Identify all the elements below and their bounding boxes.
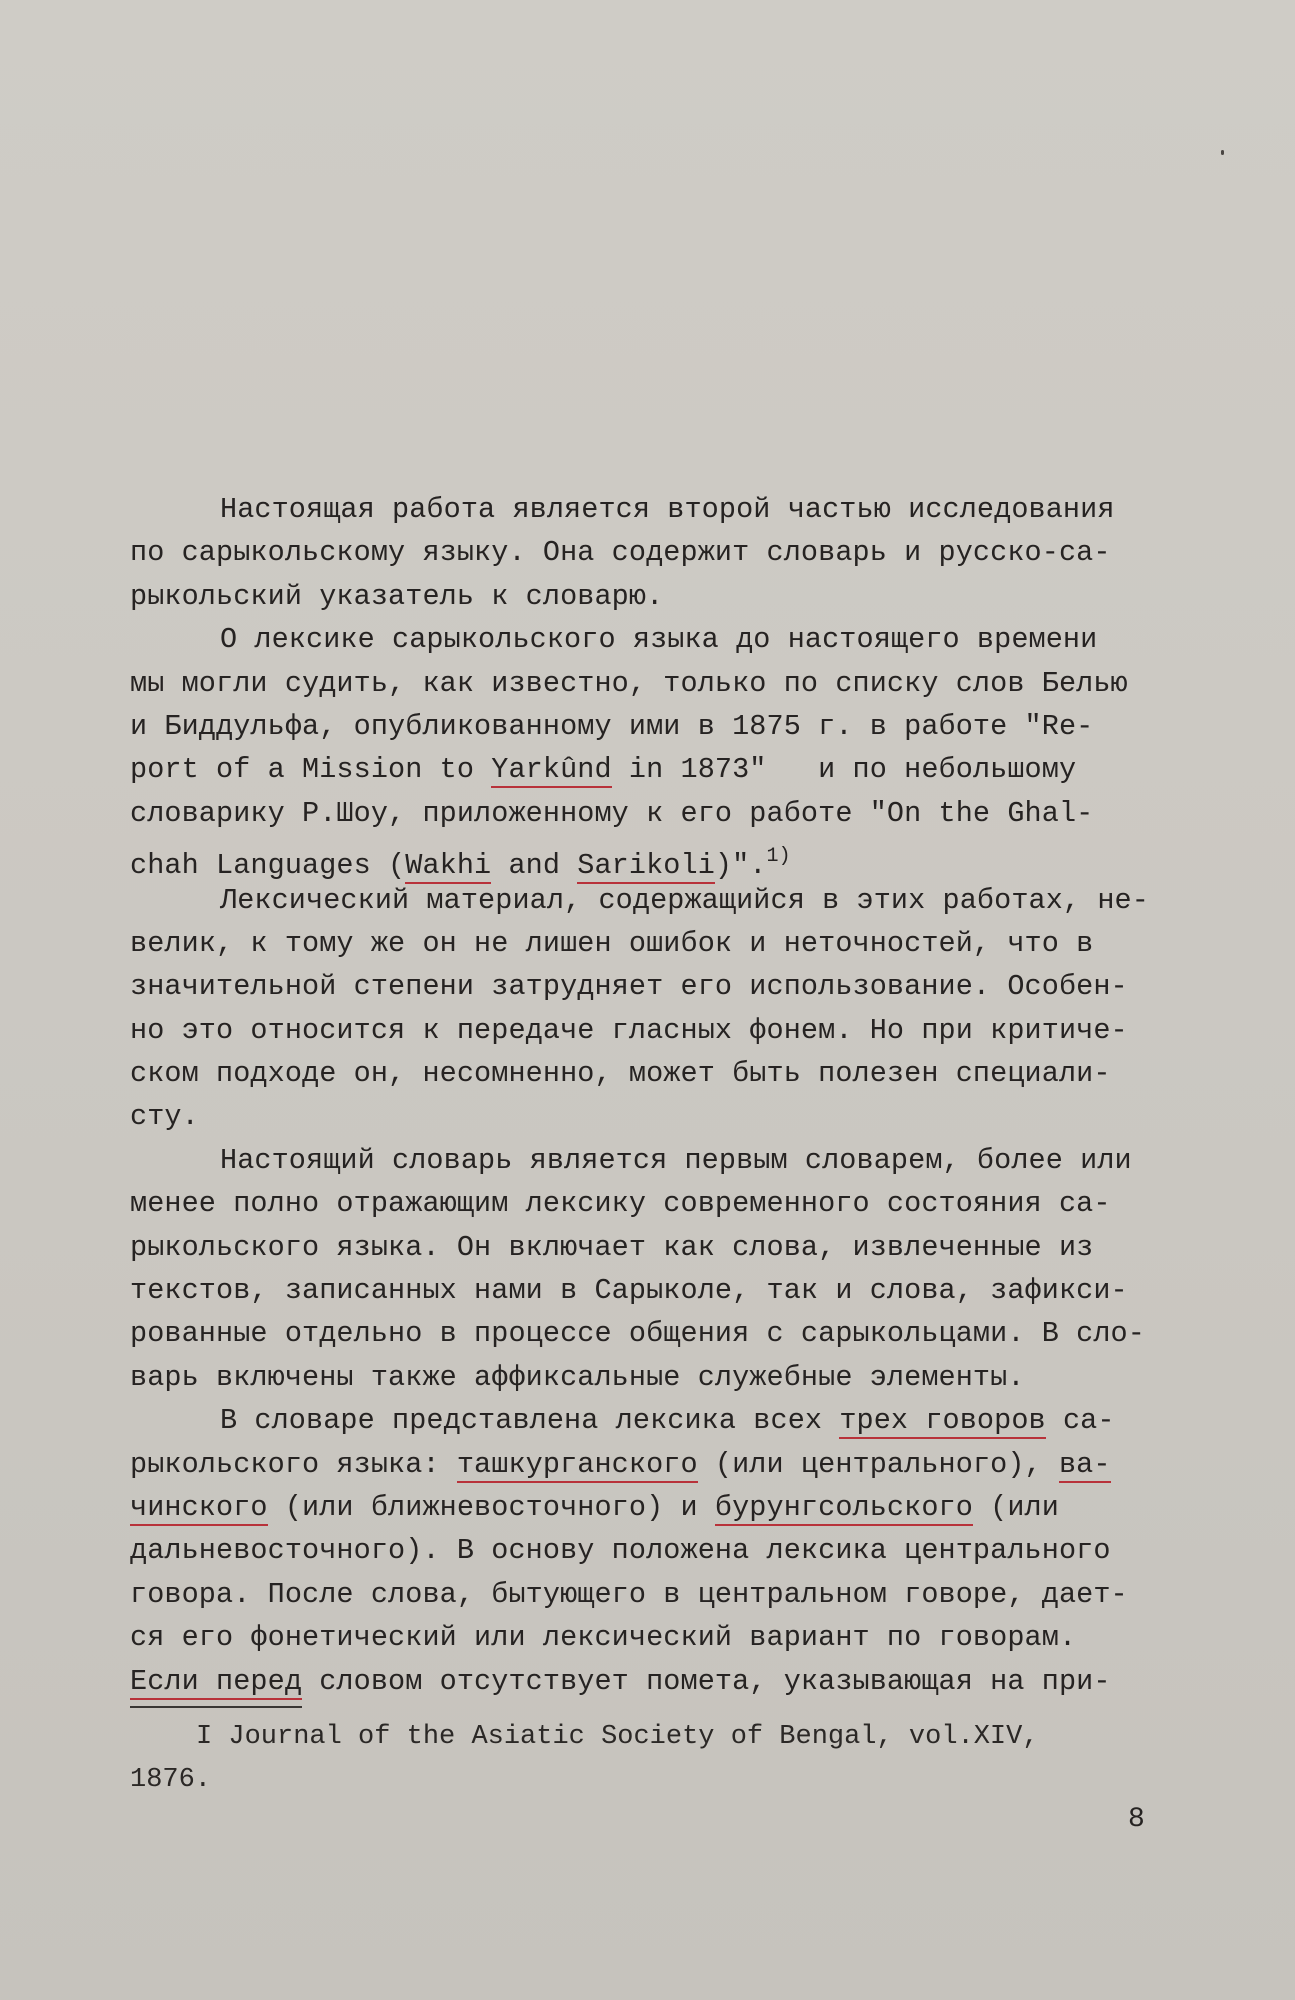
text-line xyxy=(130,1660,1190,1703)
text-line xyxy=(130,1486,1190,1529)
underlined-word: ташкурганского xyxy=(456,1447,698,1481)
text-span: (или центрального), xyxy=(697,1447,1059,1481)
footnote xyxy=(130,1716,1190,1803)
text-line xyxy=(130,792,1190,835)
footnote-divider xyxy=(130,1706,302,1708)
text-line xyxy=(130,705,1190,748)
text-span: рыкольского языка: xyxy=(130,1447,457,1481)
underlined-word: трех говоров xyxy=(839,1404,1046,1438)
text-span: текстов, записанных нами в Сарыколе, так и слова, зафикси- xyxy=(130,1274,1128,1308)
text-line xyxy=(130,1529,1190,1572)
text-span: велик, к тому же он не лишен ошибок и неточностей, что в xyxy=(130,926,1094,960)
footnote-text: Journal of the Asiatic Society of Bengal, vol.XIV, xyxy=(212,1722,1039,1752)
underlined-word: Sarikoli xyxy=(577,849,715,883)
text-span: по сарыкольскому языку. Она содержит словарь и русско-са- xyxy=(130,536,1111,570)
underlined-word: ва- xyxy=(1058,1447,1111,1481)
text-line xyxy=(130,1443,1190,1486)
text-span: chah Languages ( xyxy=(130,849,406,883)
underlined-word: Если перед xyxy=(130,1664,303,1698)
text-span: (или ближневосточного) и xyxy=(267,1490,715,1524)
footnote-line xyxy=(130,1716,1190,1759)
footnote-line xyxy=(130,1759,1190,1802)
text-span: ском подходе он, несомненно, может быть полезен специали- xyxy=(130,1057,1111,1091)
text-line xyxy=(130,1399,1190,1442)
text-line xyxy=(130,1226,1190,1269)
text-line xyxy=(130,1139,1190,1182)
text-span: менее полно отражающим лексику современного состояния са- xyxy=(130,1187,1111,1221)
text-line xyxy=(130,531,1190,574)
text-line xyxy=(130,1356,1190,1399)
text-line xyxy=(130,748,1190,791)
text-line xyxy=(130,965,1190,1008)
text-span: and xyxy=(491,849,578,883)
text-span: В словаре представлена лексика всех xyxy=(220,1404,840,1438)
text-span: мы могли судить, как известно, только по списку слов Белью xyxy=(130,666,1128,700)
text-line xyxy=(130,488,1190,531)
text-line xyxy=(130,618,1190,661)
text-span: Настоящая работа является второй частью исследования xyxy=(220,493,1115,526)
text-line xyxy=(130,1095,1190,1138)
text-span: и Биддульфа, опубликованному ими в 1875 г. в работе "Re- xyxy=(130,709,1094,743)
text-span: говора. После слова, бытующего в центральном говоре, дает- xyxy=(130,1577,1128,1611)
text-span: Лексический материал, содержащийся в этих работах, не- xyxy=(220,883,1149,917)
underlined-word: Wakhi xyxy=(405,849,492,883)
text-span: )". xyxy=(714,849,767,883)
text-span: словом отсутствует помета, указывающая на при- xyxy=(302,1664,1111,1698)
text-span: in 1873" и по небольшому xyxy=(611,753,1077,787)
text-span: са- xyxy=(1045,1404,1115,1438)
text-line xyxy=(130,835,1190,883)
text-span: значительной степени затрудняет его использование. Особен- xyxy=(130,970,1128,1004)
text-span: варь включены также аффиксальные служебные элементы. xyxy=(130,1360,1025,1394)
text-span: Настоящий словарь является первым словарем, более или xyxy=(220,1143,1132,1177)
text-span: дальневосточного). В основу положена лексика центрального xyxy=(130,1534,1111,1568)
body-text xyxy=(130,488,1190,1703)
text-span: но это относится к передаче гласных фонем. Но при критиче- xyxy=(130,1013,1128,1047)
text-line xyxy=(130,1052,1190,1095)
text-span: словарику Р.Шоу, приложенному к его работе "On the Ghal- xyxy=(130,796,1094,830)
footnote-text: 1876. xyxy=(130,1765,212,1796)
text-line xyxy=(130,922,1190,965)
text-span: рованные отдельно в процессе общения с сарыкольцами. В сло- xyxy=(130,1317,1145,1351)
footnote-marker: I xyxy=(196,1722,213,1752)
text-span: port of a Mission to xyxy=(130,753,492,787)
text-line xyxy=(130,1269,1190,1312)
text-line xyxy=(130,1009,1190,1052)
text-line xyxy=(130,1312,1190,1355)
footnote-reference: 1) xyxy=(766,845,791,869)
underlined-word: чинского xyxy=(130,1490,268,1524)
text-span: сту. xyxy=(130,1100,199,1134)
paper-speck xyxy=(1221,150,1224,155)
text-span: (или xyxy=(972,1490,1059,1524)
underlined-word: бурунгсольского xyxy=(714,1490,973,1524)
text-line xyxy=(130,879,1190,922)
text-span: ся его фонетический или лексический вариант по говорам. xyxy=(130,1621,1077,1655)
text-line xyxy=(130,1573,1190,1616)
text-span: рыкольский указатель к словарю. xyxy=(130,579,664,613)
text-line xyxy=(130,1616,1190,1659)
underlined-word: Yarkûnd xyxy=(491,753,612,787)
text-line xyxy=(130,575,1190,618)
text-span: рыкольского языка. Он включает как слова, извлеченные из xyxy=(130,1230,1094,1264)
page-number: 8 xyxy=(1128,1804,1145,1835)
text-span: О лексике сарыкольского языка до настоящего времени xyxy=(220,623,1098,657)
text-line xyxy=(130,662,1190,705)
text-line xyxy=(130,1182,1190,1225)
